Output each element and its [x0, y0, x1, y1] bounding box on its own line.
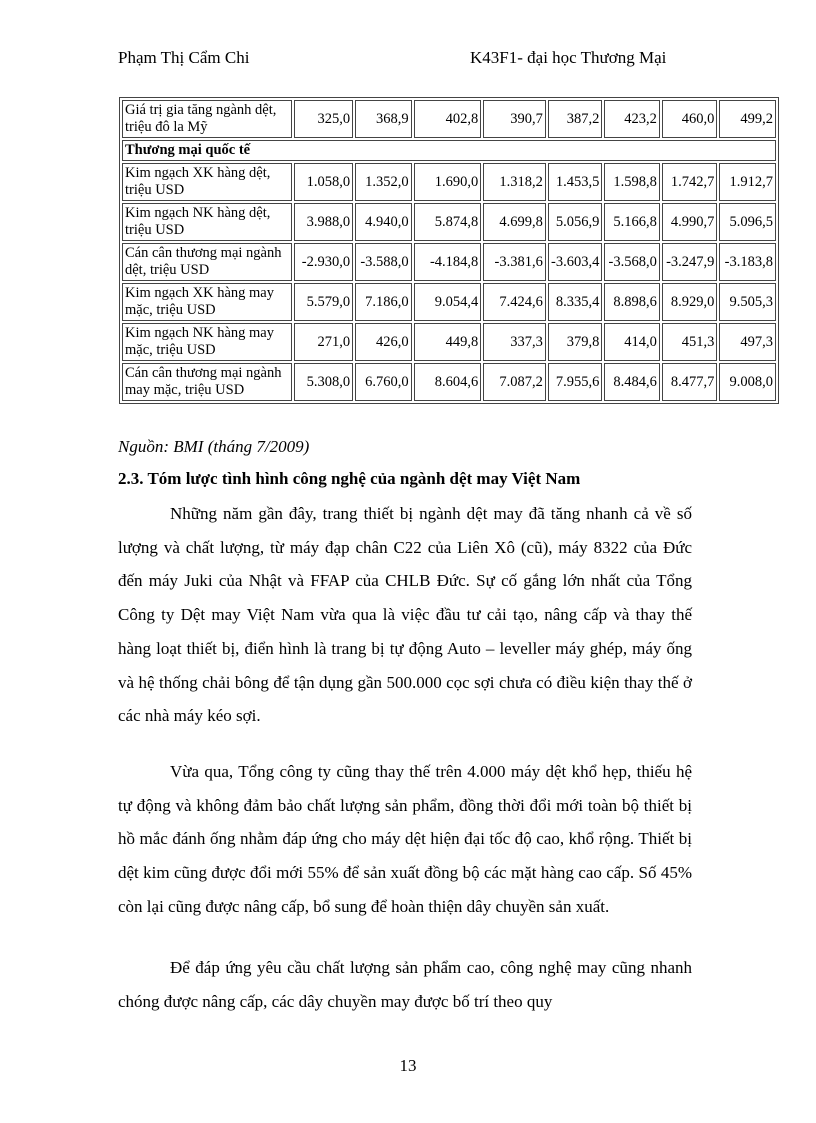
table-cell: 387,2: [548, 100, 603, 138]
table-section-title: Thương mại quốc tế: [122, 140, 776, 161]
table-cell: -3.247,9: [662, 243, 718, 281]
table-cell: 7.955,6: [548, 363, 603, 401]
table-cell: 5.874,8: [414, 203, 482, 241]
table-cell: 451,3: [662, 323, 718, 361]
table-cell: -3.568,0: [604, 243, 660, 281]
table-cell: 460,0: [662, 100, 718, 138]
table-cell: 8.898,6: [604, 283, 660, 321]
table-cell: 8.604,6: [414, 363, 482, 401]
row-label: Kim ngạch XK hàng dệt, triệu USD: [122, 163, 292, 201]
table-cell: 271,0: [294, 323, 354, 361]
table-cell: 390,7: [483, 100, 546, 138]
table-cell: 497,3: [719, 323, 776, 361]
table-cell: 1.058,0: [294, 163, 354, 201]
table-cell: 4.699,8: [483, 203, 546, 241]
row-label: Cán cân thương mại ngành may mặc, triệu USD: [122, 363, 292, 401]
table-cell: 325,0: [294, 100, 354, 138]
table-cell: 1.742,7: [662, 163, 718, 201]
table-cell: 6.760,0: [355, 363, 412, 401]
table-cell: 423,2: [604, 100, 660, 138]
table-cell: 5.166,8: [604, 203, 660, 241]
table-cell: 379,8: [548, 323, 603, 361]
table-row: [122, 283, 776, 321]
table-cell: 9.008,0: [719, 363, 776, 401]
row-label: Giá trị gia tăng ngành dệt, triệu đô la Mỹ: [122, 100, 292, 138]
table-cell: -2.930,0: [294, 243, 354, 281]
table-row: [122, 203, 776, 241]
table-cell: 8.477,7: [662, 363, 718, 401]
table-cell: 4.940,0: [355, 203, 412, 241]
table-row: [122, 100, 776, 138]
header-class-info: K43F1- đại học Thương Mại: [470, 48, 667, 67]
header-author: Phạm Thị Cẩm Chi: [118, 48, 250, 67]
paragraph-1: Những năm gần đây, trang thiết bị ngành dệt may đã tăng nhanh cả về số lượng và chất lượng, từ máy đạp chân C22 của Liên Xô (cũ), máy 8322 của Đức đến máy Juki của Nhật và FFAP của CHLB Đức. Sự cố gắng lớn nhất của Tổng Công ty Dệt may Việt Nam vừa qua là việc đầu tư cải tạo, nâng cấp và thay thế hàng loạt thiết bị, điển hình là trang bị tự động Auto – leveller máy ghép, máy ống và hệ thống chải bông để tận dụng gần 500.000 cọc sợi chưa có điều kiện thay thế ở các nhà máy kéo sợi.: [118, 504, 692, 726]
paragraph-3: Để đáp ứng yêu cầu chất lượng sản phẩm cao, công nghệ may cũng nhanh chóng được nâng cấp, các dây chuyền may được bố trí theo quy: [118, 958, 692, 1011]
section-heading: 2.3. Tóm lược tình hình công nghệ của ngành dệt may Việt Nam: [118, 469, 581, 488]
table-cell: -3.603,4: [548, 243, 603, 281]
table-cell: -3.381,6: [483, 243, 546, 281]
table-cell: 9.505,3: [719, 283, 776, 321]
table-cell: 8.929,0: [662, 283, 718, 321]
table-cell: 426,0: [355, 323, 412, 361]
table-cell: 414,0: [604, 323, 660, 361]
table-cell: 1.912,7: [719, 163, 776, 201]
table-cell: -3.588,0: [355, 243, 412, 281]
table-cell: 368,9: [355, 100, 412, 138]
table-cell: 1.690,0: [414, 163, 482, 201]
trade-statistics-table: [119, 97, 779, 404]
table-cell: -4.184,8: [414, 243, 482, 281]
table-cell: 5.579,0: [294, 283, 354, 321]
table-cell: 1.318,2: [483, 163, 546, 201]
table-cell: -3.183,8: [719, 243, 776, 281]
table-cell: 1.453,5: [548, 163, 603, 201]
table-cell: 337,3: [483, 323, 546, 361]
paragraph-2: Vừa qua, Tổng công ty cũng thay thế trên 4.000 máy dệt khổ hẹp, thiếu hệ tự động và không đảm bảo chất lượng sản phẩm, đồng thời đổi mới toàn bộ thiết bị hồ mắc đánh ống nhằm đáp ứng cho máy dệt hiện đại tốc độ cao, khổ rộng. Thiết bị dệt kim cũng được đổi mới 55% để sản xuất đồng bộ các mặt hàng cao cấp. Số 45% còn lại cũng được nâng cấp, bổ sung để hoàn thiện dây chuyền sản xuất.: [118, 762, 692, 916]
table-row: [122, 243, 776, 281]
table-cell: 7.087,2: [483, 363, 546, 401]
table-cell: 499,2: [719, 100, 776, 138]
row-label: Kim ngạch XK hàng may mặc, triệu USD: [122, 283, 292, 321]
table-source: Nguồn: BMI (tháng 7/2009): [118, 437, 310, 456]
table-cell: 1.598,8: [604, 163, 660, 201]
table-cell: 9.054,4: [414, 283, 482, 321]
table-cell: 7.186,0: [355, 283, 412, 321]
row-label: Kim ngạch NK hàng dệt, triệu USD: [122, 203, 292, 241]
table-cell: 4.990,7: [662, 203, 718, 241]
row-label: Kim ngạch NK hàng may mặc, triệu USD: [122, 323, 292, 361]
row-label: Cán cân thương mại ngành dệt, triệu USD: [122, 243, 292, 281]
table-section-row: [122, 140, 776, 161]
table-cell: 8.335,4: [548, 283, 603, 321]
page-number: 13: [399, 1056, 417, 1075]
table-cell: 7.424,6: [483, 283, 546, 321]
table-row: [122, 323, 776, 361]
table-cell: 5.096,5: [719, 203, 776, 241]
table-cell: 449,8: [414, 323, 482, 361]
table-row: [122, 163, 776, 201]
table-cell: 1.352,0: [355, 163, 412, 201]
table-cell: 5.056,9: [548, 203, 603, 241]
table-cell: 8.484,6: [604, 363, 660, 401]
table-cell: 5.308,0: [294, 363, 354, 401]
table-cell: 402,8: [414, 100, 482, 138]
table-row: [122, 363, 776, 401]
table-cell: 3.988,0: [294, 203, 354, 241]
